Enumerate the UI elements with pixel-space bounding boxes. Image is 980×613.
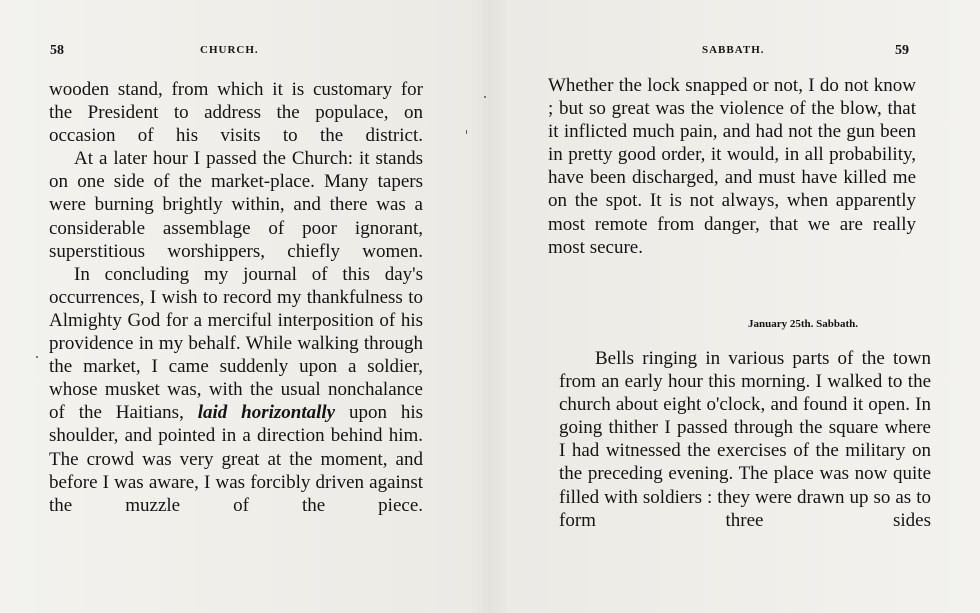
paragraph: Whether the lock snapped or not, I do not know ; but so great was the violence of the blow, that it inflicted much pain, and had not the gun been in pretty good order, it would, in all probability, have been discharged, and must have killed me on the spot. It is not always, when apparently most remote from danger, that we are really most secure.: [548, 75, 916, 258]
left-page-body: [49, 78, 423, 517]
page-number-right: 59: [895, 43, 909, 58]
right-page-body-top: [548, 74, 916, 259]
running-head-right: SABBATH.: [702, 44, 765, 56]
print-speck: [466, 130, 467, 134]
italic-phrase: laid horizontally: [197, 402, 336, 424]
paragraph: [49, 263, 423, 517]
right-page: [490, 0, 980, 613]
print-speck: [484, 96, 486, 98]
paragraph: wooden stand, from which it is customary for the President to address the populace, on occasion of his visits to the district.: [49, 79, 423, 147]
paragraph: At a later hour I passed the Church: it stands on one side of the market-place. Many tapers were burning brightly within, and there was a considerable assemblage of poor ignorant, superstitious worshippers, chiefly women.: [49, 148, 423, 262]
dateline: January 25th. Sabbath.: [748, 318, 859, 330]
right-page-body-bottom: [559, 347, 931, 532]
paragraph-text: upon his shoulder, and pointed in a direction behind him. The crowd was very great at the moment, and before I was aware, I was forcibly driven against the muzzle of the piece.: [49, 402, 424, 516]
print-speck: [36, 356, 38, 358]
paragraph: Bells ringing in various parts of the town from an early hour this morning. I walked to the church about eight o'clock, and found it open. In going thither I passed through the square where I had witnessed the exercises of the military on the preceding evening. The place was now quite filled with soldiers : they were drawn up so as to form three sides: [559, 348, 931, 531]
running-head-left: CHURCH.: [200, 44, 259, 56]
paragraph-text: In concluding my journal of this day's occurrences, I wish to record my thankfulness to Almighty God for a merciful interposition of his providence in my behalf. While walking through the market, I came suddenly upon a soldier, whose musket was, with the usual nonchalance of the Haitians,: [49, 263, 423, 424]
page-number-left: 58: [50, 43, 64, 58]
